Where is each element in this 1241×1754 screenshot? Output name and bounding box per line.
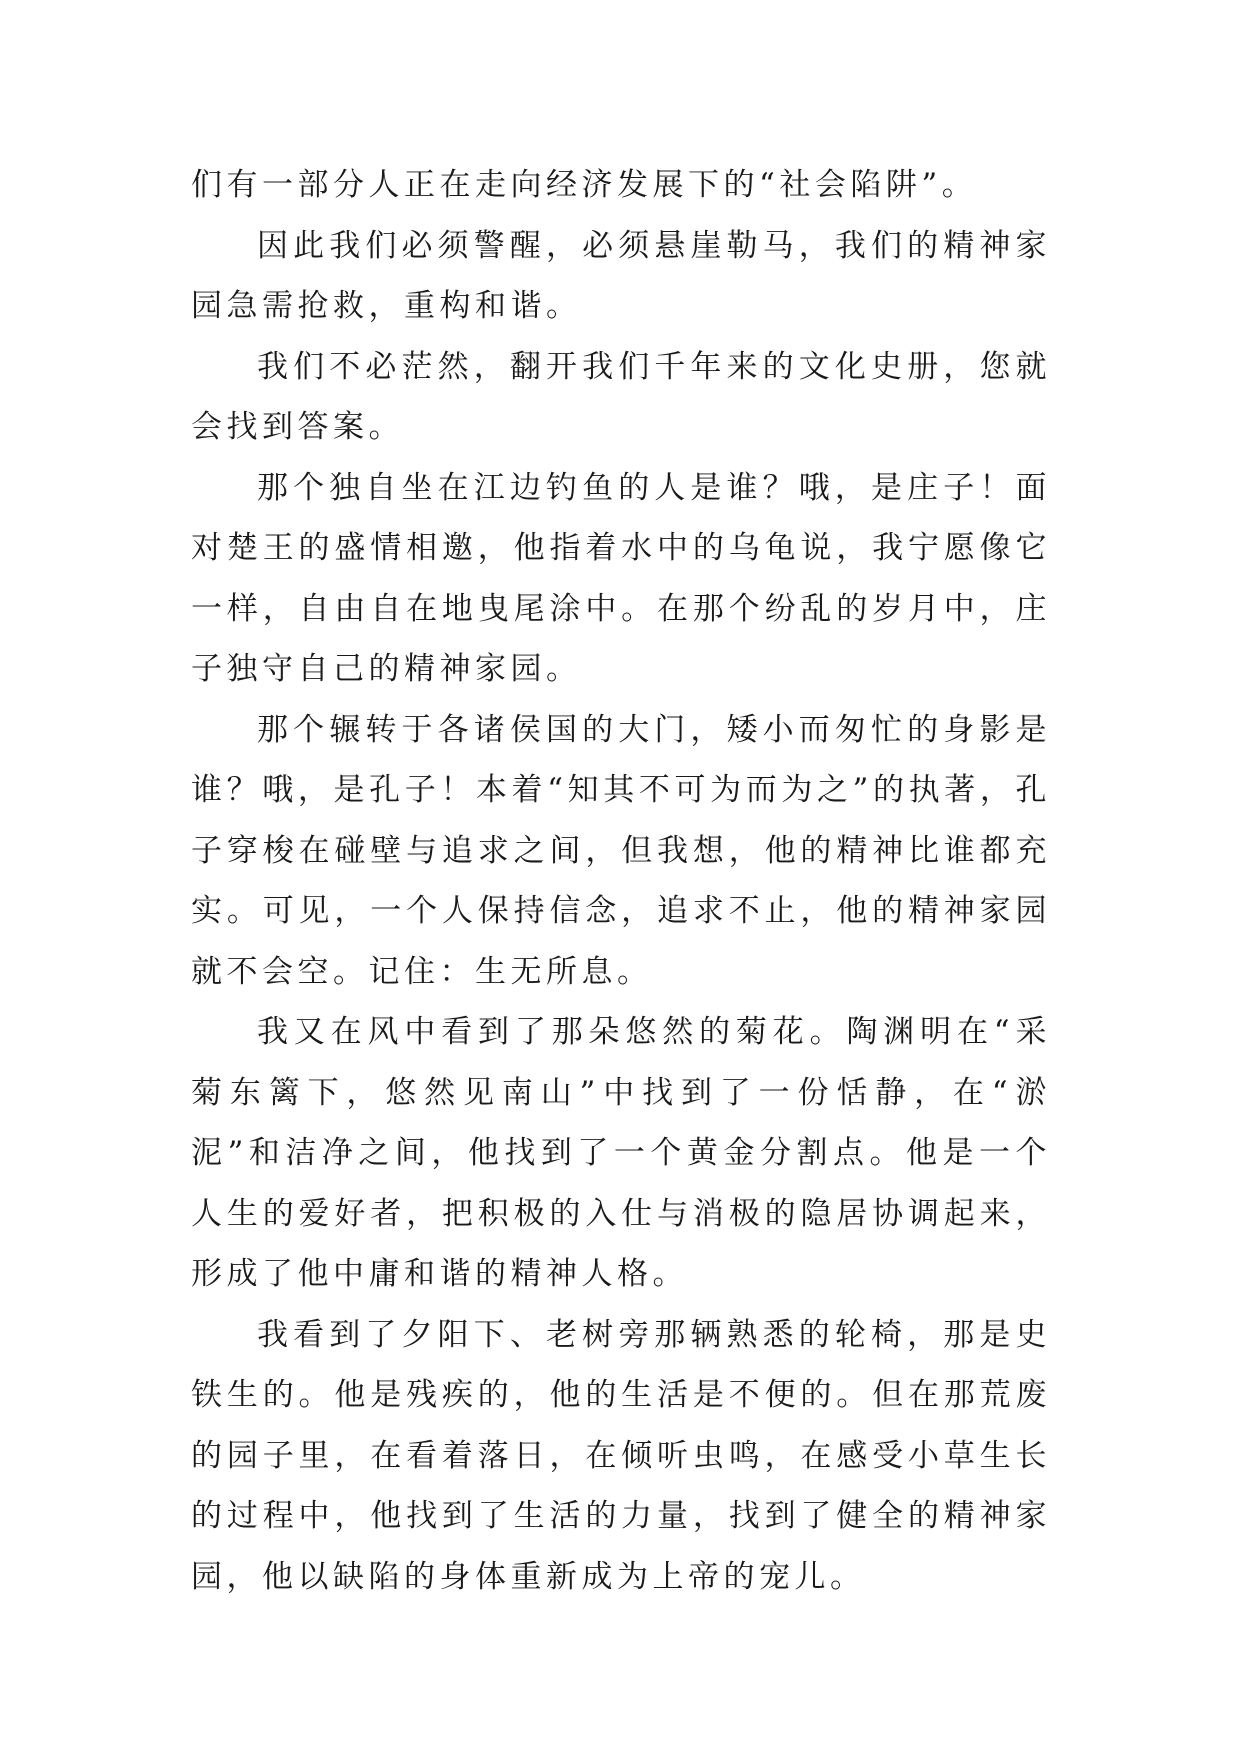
paragraph-confucius: 那个辗转于各诸侯国的大门，矮小而匆忙的身影是谁？哦，是孔子！本着“知其不可为而为之”的执著，孔子穿梭在碰壁与追求之间，但我想，他的精神比谁都充实。可见，一个人保持信念，追求不止，他的精神家园就不会空。记住：生无所息。	[191, 711, 1051, 990]
paragraph-tao-yuanming: 我又在风中看到了那朵悠然的菊花。陶渊明在“采菊东篱下，悠然见南山”中找到了一份恬静，在“淤泥”和洁净之间，他找到了一个黄金分割点。他是一个人生的爱好者，把积极的入仕与消极的隐居协调起来，形成了他中庸和谐的精神人格。	[191, 1014, 1051, 1292]
paragraph-no-confusion: 我们不必茫然，翻开我们千年来的文化史册，您就会找到答案。	[191, 348, 1051, 445]
paragraph-wake-up: 因此我们必须警醒，必须悬崖勒马，我们的精神家园急需抢救，重构和谐。	[191, 227, 1051, 324]
document-body	[191, 155, 1051, 1607]
paragraph-zhuangzi: 那个独自坐在江边钓鱼的人是谁？哦，是庄子！面对楚王的盛情相邀，他指着水中的乌龟说，我宁愿像它一样，自由自在地曳尾涂中。在那个纷乱的岁月中，庄子独守自己的精神家园。	[191, 469, 1051, 687]
paragraph-continuation: 们有一部分人正在走向经济发展下的“社会陷阱”。	[191, 167, 978, 203]
paragraph-shi-tiesheng: 我看到了夕阳下、老树旁那辆熟悉的轮椅，那是史铁生的。他是残疾的，他的生活是不便的。但在那荒废的园子里，在看着落日，在倾听虫鸣，在感受小草生长的过程中，他找到了生活的力量，找到了健全的精神家园，他以缺陷的身体重新成为上帝的宠儿。	[191, 1316, 1051, 1595]
